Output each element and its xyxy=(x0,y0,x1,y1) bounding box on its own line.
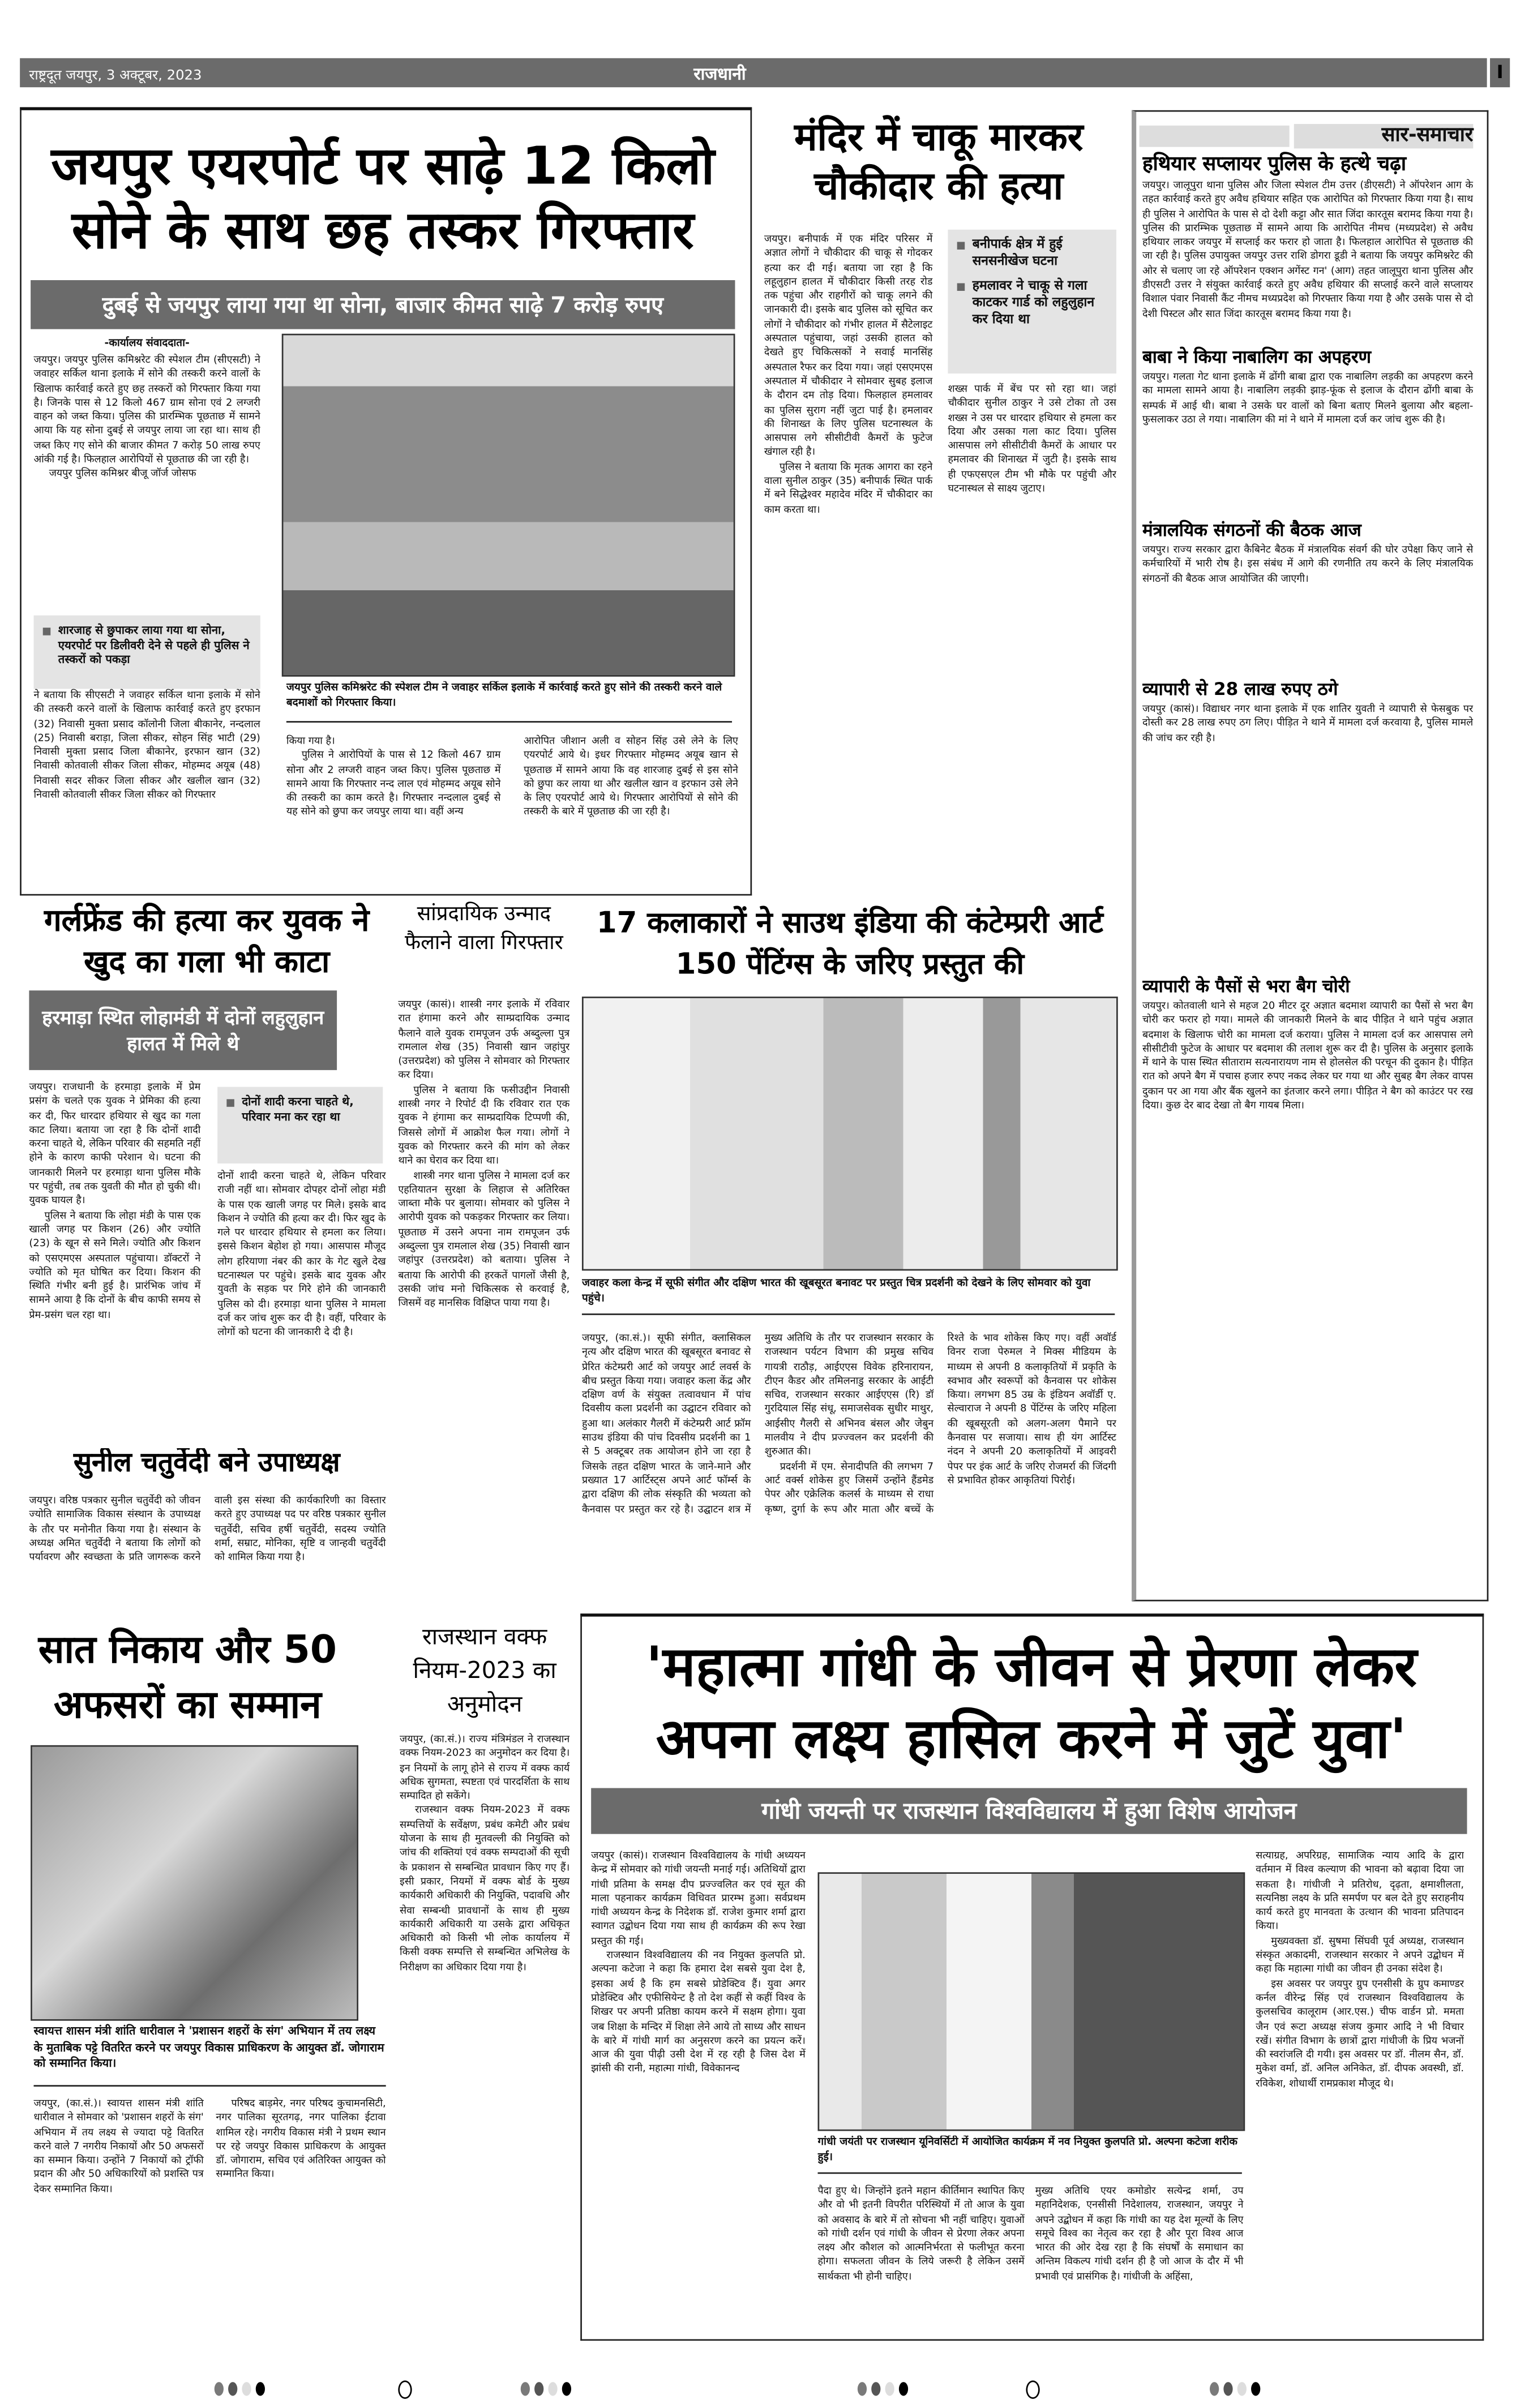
article-body: जयपुर। वरिष्ठ पत्रकार सुनील चतुर्वेदी को जीवन ज्योति सामाजिक विकास संस्थान के उपाध्यक्ष के तौर पर मनोनीत किया गया है। संस्थान के अध्यक्ष अमित चतुर्वेदी ने बताया कि लोगों को पर्यावरण और स्वच्छता के प्रति जागरूक करने वाली इस संस्था की कार्यकारिणी का विस्तार करते हुए उपाध्यक्ष पद पर वरिष्ठ पत्रकार सुनील चतुर्वेदी, सचिव हर्षी चतुर्वेदी, सदस्य ज्योति शर्मा, सम्राट, मोनिका, सृष्टि व जान्हवी चतुर्वेदी को शामिल किया गया है। xyxy=(29,1494,386,1564)
brief-headline: व्यापारी के पैसों से भरा बैग चोरी xyxy=(1142,975,1350,997)
article-body: जयपुर (कासं)। शास्त्री नगर इलाके में रविवार रात हंगामा करने और साम्प्रदायिक उन्माद फैलाने वाले युवक रामपूजन उर्फ अब्दुल्ला पुत्र रामलाल शेख (35) निवासी खान जहांपुर (उत्तरप्रदेश) को पुलिस ने सोमवार को गिरफ्तार कर दिया। पुलिस ने बताया कि फसीउद्दीन निवासी शास्त्री नगर ने रिपोर्ट दी कि रविवार रात एक युवक ने हंगामा कर साम्प्रदायिक टिप्पणी की, जिससे लोगों में आक्रोश फैल गया। लोगों ने युवक को गिरफ्तार करने की मांग को लेकर थाने का घेराव कर दिया था। शास्त्री नगर थाना पुलिस ने मामला दर्ज कर एहतियातन सुरक्षा के लिहाज से अतिरिक्त जाब्ता मौके पर बुलाया। सोमवार को पुलिस ने आरोपी युवक को पकड़कर गिरफ्तार कर लिया। पूछताछ में उसने अपना नाम रामपूजन उर्फ अब्दुल्ला पुत्र रामलाल शेख (35) निवासी खान जहांपुर (उत्तरप्रदेश) को बताया। पुलिस ने बताया कि आरोपी की हरकतें पागलों जैसी है, उसकी जांच मनो चिकित्सक से करवाई है, जिसमें वह मानसिक विक्षिप्त पाया गया है। xyxy=(398,998,570,1310)
section-band xyxy=(1140,126,1290,147)
brief-body: जयपुर। जालूपुरा थाना पुलिस और जिला स्पेशल टीम उत्तर (डीएसटी) ने ऑपरेशन आग के तहत कार्रवाई करते हुए अवैध हथियार सहित एक आरोपित को गिरफ्तार किया गया है। साथ ही पुलिस ने आरोपित के पास से दो देशी कट्टा और सात जिंदा कारतूस बरामद किया गया है। पुलिस की प्रारम्भिक पूछताछ में सामने आया कि आरोपित नीमच (मध्यप्रदेश) से अवैध हथियार लाकर जयपुर में सप्लाई कर फरार हो जाता है। फिलहाल आरोपित से पूछताछ की जा रही है। पुलिस उपायुक्त जयपुर उत्तर राशि डोगरा डूडी ने बताया कि जयपुर कमिश्नरेट की ओर से चलाए जा रहे ऑपरेशन एक्शन अगेंस्ट गन' (आग) तहत जालूपुरा थाना पुलिस और डीएसटी उत्तर ने संयुक्त कार्रवाई करते हुए अवैध हथियार की सप्लाई करने वाले सप्लायर विशाल पंवार निवासी कैंट नीमच मध्यप्रदेश को गिरफ्तार किया गया है और उसके पास से दो देशी पिस्टल और सात जिंदा कारतूस बरामद किया गया है। xyxy=(1142,179,1474,320)
headline: राजस्थान वक्फ नियम-2023 का अनुमोदन xyxy=(413,1622,556,1718)
subheadline: दुबई से जयपुर लाया गया था सोना, बाजार कीमत साढ़े 7 करोड़ रुपए xyxy=(31,280,735,329)
news-brief-list xyxy=(1142,150,1473,1581)
subheadline: गांधी जयन्ती पर राजस्थान विश्वविद्यालय में हुआ विशेष आयोजन xyxy=(591,1788,1467,1834)
highlight-box: शारजाह से छुपाकर लाया गया था सोना, एयरपोर्ट पर डिलीवरी देने से पहले ही पुलिस ने तस्करों को पकड़ा xyxy=(34,615,260,689)
crosshair-mark-icon xyxy=(398,2380,412,2398)
byline: -कार्यालय संवाददाता- xyxy=(104,337,190,349)
registration-marks-center xyxy=(521,2382,571,2396)
article-body: मुख्य अतिथि एयर कमोडोर सत्येन्द्र शर्मा, उप महानिदेशक, एनसीसी निदेशालय, राजस्थान, जयपुर ने अपने उद्बोधन में कहा कि गांधी का यह देश मूल्यों के लिए समूचे विश्व का नेतृत्व कर रहा है और पूरा विश्व आज भारत की ओर देख रहा है कि संघर्षों के समाधान का अन्तिम विकल्प गांधी दर्शन ही है जो आज के दौर में भी प्रभावी एवं प्रासंगिक है। गांधीजी के अहिंसा, xyxy=(1035,2184,1244,2282)
brief-item xyxy=(1142,346,1473,427)
highlight-box: बनीपार्क क्षेत्र में हुई सनसनीखेज घटना हमलावर ने चाकू से गला काटकर गार्ड को लहुलुहान कर दिया था xyxy=(948,230,1116,374)
header-date: राष्ट्रदूत जयपुर, 3 अक्टूबर, 2023 xyxy=(29,68,202,84)
headline: मंदिर में चाकू मारकर चौकीदार की हत्या xyxy=(794,114,1084,208)
brief-headline: मंत्रालयिक संगठनों की बैठक आज xyxy=(1142,519,1361,541)
article-body: जयपुर, (का.सं.)। सूफी संगीत, क्लासिकल नृत्य और दक्षिण भारत की खूबसूरत बनावट से प्रेरित कंटेम्प्ररी आर्ट को जयपुर आर्ट लवर्स के बीच प्रस्तुत किया गया। जवाहर कला केंद्र और दक्षिण वर्ण के संयुक्त तत्वावधान में पांच दिवसीय कला प्रदर्शनी का उद्घाटन रविवार को हुआ था। अलंकार गैलरी में कंटेम्प्ररी आर्ट फ्रॉम साउथ इंडिया की पांच दिवसीय प्रदर्शनी का 1 से 5 अक्टूबर तक आयोजन होने जा रहा है जिसके तहत दक्षिण भारत के जाने-माने और प्रख्यात 17 आर्टिस्ट्स अपने आर्ट फॉर्म्स के द्वारा दक्षिण की लोक संस्कृति की भव्यता को कैनवास पर प्रस्तुत कर रहे है। उद्घाटन शत्र में मुख्य अतिथि के तौर पर राजस्थान सरकार के राजस्थान पर्यटन विभाग की प्रमुख सचिव गायत्री राठौड़, आईएएस विवेक हरिनारायन, टीएन कैडर और तमिलनाडु सरकार के आईटी सचिव, राजस्थान सरकार आईएएस (रि) डॉ गुरदियाल सिंह संधू, समाजसेवक सुधीर माथुर, आईसीए गैलरी से अभिनव बंसल और जेबुन मालवीय ने दीप प्रज्ज्वलन कर प्रदर्शनी की शुरुआत की। प्रदर्शनी में एम. सेनादीपति की लगभग 7 आर्ट वर्क्स शोकेस हुए जिसमें उन्होंने हैंडमेड पेपर और एक्रेलिक कलर्स के माध्यम से राधा कृष्ण, दुर्गा के रूप और माता और बच्चें के रिश्ते के भाव शोकेस किए गए। वहीं अवॉर्ड विनर राजा पेरुमल ने मिक्स मीडियम के माध्यम से अपनी 8 कलाकृतियों में प्रकृति के स्वभाव और स्वरूपों को कैनवास पर शोकेस किया। लगभग 85 उम्र के इंडियन अवॉर्डी ए. सेल्वाराज ने अपनी 8 पेंटिंग्स के जरिए महिला की खूबसूरती को अलग-अलग पैमाने पर कैनवास पर सजाया। साथ ही यंग आर्टिस्ट नंदन ने अपनी 20 कलाकृतियों में आइवरी पेपर पर इंक आर्ट के जरिए रोजमर्रा की जिंदगी से प्रभावित होकर आकृतियां पिरोई। xyxy=(581,1332,1116,1515)
brief-item xyxy=(1142,154,1473,321)
article-body: पैदा हुए थे। जिन्होंने इतने महान कीर्तिमान स्थापित किए और वो भी इतनी विपरीत परिस्थियों में तो आज के युवा को अवसाद के बारे में तो सोचना भी नहीं चाहिए। युवाओं को गांधी दर्शन एवं गांधी के जीवन से प्रेरणा लेकर अपना लक्ष्य और कौशल को आत्मनिर्भरता से फलीभूत करना होगा। सफलता जीवन के लिये जरूरी है लेकिन उसमें सार्थकता भी होनी चाहिए। xyxy=(817,2184,1025,2282)
headline: 'महात्मा गांधी के जीवन से प्रेरणा लेकर अपना लक्ष्य हासिल करने में जुटें युवा' xyxy=(645,1636,1417,1771)
photo-vice-chancellor-event xyxy=(818,1872,1245,2131)
headline: जयपुर एयरपोर्ट पर साढ़े 12 किलो सोने के साथ छह तस्कर गिरफ्तार xyxy=(51,136,715,262)
bullet-square-icon xyxy=(226,1099,234,1107)
registration-marks-mid xyxy=(858,2382,908,2396)
bullet-square-icon xyxy=(957,242,965,250)
photo-caption: स्वायत्त शासन मंत्री शांति धारीवाल ने 'प्रशासन शहरों के संग' अभियान में तय लक्ष्य के मुताबिक पट्टे वितरित करने पर जयपुर विकास प्राधिकरण के आयुक्त डॉ. जोगाराम को सम्मानित किया। xyxy=(34,2024,386,2087)
headline: सात निकाय और 50 अफसरों का सम्मान xyxy=(38,1627,337,1727)
bullet-square-icon xyxy=(957,283,965,291)
section-label: सार-समाचार xyxy=(1294,124,1473,148)
article-body: शख्स पार्क में बेंच पर सो रहा था। जहां चौकीदार सुनील ठाकुर ने उसे टोका तो उस शख्स ने उस पर धारदार हथियार से हमला कर दिया और उसका गला काट दिया। पुलिस आसपास लगे सीसीटीवी कैमरों के आधार पर हमलावर की शिनाख्त में जुटी है। इसके साथ ही एफएसएल टीम भी मौके पर पहुंची और घटनास्थल से साक्ष्य जुटाए। xyxy=(948,383,1117,495)
bullet-square-icon xyxy=(43,628,51,636)
brief-item xyxy=(1142,678,1473,745)
photo-caption: जवाहर कला केन्द्र में सूफी संगीत और दक्षिण भारत की खूबसूरत बनावट पर प्रस्तुत चित्र प्रदर्शनी को देखने के लिए सोमवार को युवा पहुंचे। xyxy=(582,1277,1115,1315)
brief-body: जयपुर। राज्य सरकार द्वारा कैबिनेट बैठक में मंत्रालयिक संवर्ग की घोर उपेक्षा किए जाने से कर्मचारियों में भारी रोष है। इस संबंध में आगे की रणनीति तय करने के लिए मंत्रालयिक संगठनों की बैठक आज आयोजित की जाएगी। xyxy=(1142,543,1474,585)
header-section: राजधानी xyxy=(693,64,746,84)
article-body: ने बताया कि सीएसटी ने जवाहर सर्किल थाना इलाके में सोने की तस्करी करने वालों के खिलाफ कार्रवाई करते हुए इरफान (32) निवासी मुक्ता प्रसाद कॉलोनी जिला बीकानेर, नन्दलाल (25) निवासी बराड़ा, जिला सीकर, सोहन सिंह भाटी (29) निवासी मुक्ता प्रसाद जिला बीकानेर, इरफान खान (32) निवासी कोतवाली सीकर जिला सीकर, मोहम्मद अयूब (48) निवासी सदर सीकर जिला सीकर और खलील खान (32) निवासी कोतवाली सीकर जिला सीकर को गिरफ्तार xyxy=(33,689,260,801)
article-body: जयपुर। राजधानी के हरमाड़ा इलाके में प्रेम प्रसंग के चलते एक युवक ने प्रेमिका की हत्या कर दी, फिर धारदार हथियार से खुद का गला काट लिया। बताया जा रहा है कि दोनों शादी करना चाहते थे, लेकिन परिवार की सहमति नहीं होने के कारण काफी परेशान थे। घटना की जानकारी मिलने पर हरमाड़ा थाना पुलिस मौके पर पहुंची, तब तक युवती की मौत हो चुकी थी। युवक घायल है। पुलिस ने बताया कि लोहा मंडी के पास एक खाली जगह पर किशन (26) और ज्योति (23) के खून से सने मिले। ज्योति और किशन को एसएमएस अस्पताल पहुंचाया। डॉक्टरों ने ज्योति को मृत घोषित कर दिया। किशन की स्थिति गंभीर बनी हुई है। प्रारंभिक जांच में सामने आया है कि दोनों के बीच काफी समय से प्रेम-प्रसंग चल रहा था। xyxy=(29,1080,201,1321)
page-marker: I xyxy=(1490,58,1510,87)
brief-item xyxy=(1142,975,1473,1113)
crosshair-mark-icon xyxy=(1026,2380,1039,2398)
article-body: जयपुर, (का.सं.)। स्वायत्त शासन मंत्री शांति धारीवाल ने सोमवार को 'प्रशासन शहरों के संग' अभियान में तय लक्ष्य से ज्यादा पट्टे वितरित करने वाले 7 नगरीय निकायों और 50 अफसरों का सम्मान किया। उन्होंने 7 निकायों को ट्रॉफी प्रदान की और 50 अधिकारियों को प्रशस्ति पत्र देकर सम्मानित किया। परिषद बाड़मेर, नगर परिषद कुचामनसिटी, नगर पालिका सूरतगढ़, नगर पालिका ईटावा शामिल रहे। नगरीय विकास मंत्री ने प्रथम स्थान पर रहे जयपुर विकास प्राधिकरण के आयुक्त डॉ. जोगाराम, सचिव एवं अतिरिक्त आयुक्त को सम्मानित किया। xyxy=(33,2097,386,2195)
headline: सांप्रदायिक उन्माद फैलाने वाला गिरफ्तार xyxy=(404,902,563,955)
article-body: दोनों शादी करना चाहते थे, लेकिन परिवार राजी नहीं था। सोमवार दोपहर दोनों लोहा मंडी के पास एक खाली जगह पर मिले। इसके बाद किशन ने ज्योति की हत्या कर दी। फिर खुद के गले पर धारदार हथियार से हमला कर लिया। इससे किशन बेहोश हो गया। आसपास मौजूद लोग हरियाणा नंबर की कार के गेट खुले देख घटनास्थल पर पहुंचे। इसके बाद युवक और युवती के सड़क पर गिरे होने की जानकारी पुलिस को दी। हरमाड़ा थाना पुलिस ने मामला दर्ज कर जांच शुरू कर दी है। वहीं, परिवार के लोगों को घटना की जानकारी दे दी है। xyxy=(217,1169,386,1338)
article-body: सत्याग्रह, अपरिग्रह, सामाजिक न्याय आदि के द्वारा वर्तमान में विश्व कल्याण की भावना को बढ़ावा दिया जा सकता है। गांधीजी ने प्रतिरोध, दृढ़ता, क्षमाशीलता, सत्यनिष्ठा लक्ष्य के प्रति समर्पण पर बल देते हुए सराहनीय कार्य करते हुए मानवता के उत्थान की भावना प्रतिपादन किया। मुख्यवक्ता डॉ. सुषमा सिंघवी पूर्व अध्यक्ष, राजस्थान संस्कृत अकादमी, राजस्थान सरकार ने अपने उद्बोधन में कहा कि महात्मा गांधी का जीवन ही उनका संदेश है। इस अवसर पर जयपुर ग्रुप एनसीसी के ग्रुप कमाण्डर कर्नल वीरेन्द्र सिंह एवं राजस्थान विश्वविद्यालय के कुलसचिव कालूराम (आर.एस.) चीफ वार्डन प्रो. ममता जैन एवं रूटा अध्यक्ष संजय कुमार आदि ने भी विचार रखें। संगीत विभाग के छात्रों द्वारा गांधीजी के प्रिय भजनों की स्वरांजलि दी गयी। इस अवसर पर डॉ. नीलम सैन, डॉ. मुकेश वर्मा, डॉ. अनिल अनिकेत, डॉ. दीपक अवस्थी, डॉ. रविकेश, शोधार्थी रामप्रकाश मौजूद थे। xyxy=(1256,1849,1464,2089)
registration-marks-left xyxy=(215,2382,265,2396)
article-body: जयपुर, (का.सं.)। राज्य मंत्रिमंडल ने राजस्थान वक्फ नियम-2023 का अनुमोदन कर दिया है। इन नियमों के लागू होने से राज्य में वक्फ कार्य अधिक सुगमता, स्पष्टता एवं पारदर्शिता के साथ सम्पादित हो सकेंगे। राजस्थान वक्फ नियम-2023 में वक्फ सम्पत्तियों के सर्वेक्षण, प्रबंध कमेटी और प्रबंध योजना के साथ ही मुतवल्ली की नियुक्ति को जांच की शक्तियां एवं वक्फ सम्पदाओं की सूची के प्रकाशन से सम्बन्धित प्रावधान किए गए हैं। इसी प्रकार, नियमों में वक्फ बोर्ड के मुख्य कार्यकारी अधिकारी की नियुक्ति, पदावधि और सेवा सम्बन्धी प्रावधानों के साथ ही मुख्य कार्यकारी अधिकारी या उसके द्वारा अधिकृत अधिकारी को किसी भी लोक कार्यालय में किसी वक्फ सम्पत्ति से सम्बन्धित अभिलेख के निरीक्षण का अधिकार दिया गया है। xyxy=(400,1733,570,1973)
headline: 17 कलाकारों ने साउथ इंडिया की कंटेम्प्ररी आर्ट 150 पेंटिंग्स के जरिए प्रस्तुत की xyxy=(596,906,1103,981)
highlight-box: दोनों शादी करना चाहते थे, परिवार मना कर रहा था xyxy=(217,1087,383,1164)
brief-item xyxy=(1142,519,1473,586)
page-header-bar xyxy=(20,58,1487,87)
registration-marks-right xyxy=(1210,2382,1260,2396)
photo-award-ceremony xyxy=(31,1745,358,2021)
article-body: किया गया है। पुलिस ने आरोपियों के पास से 12 किलो 467 ग्राम सोना और 2 लग्जरी वाहन जब्त किए। पुलिस पूछताछ में सामने आया कि गिरफ्तार नन्द लाल एवं मोहम्मद अयूब सोने की तस्करी का काम करते है। गिरफ्तार नन्दलाल दुबई से यह सोने को छुपा कर जयपुर लाया था। वहीं अन्य xyxy=(286,735,501,818)
subheadline: हरमाड़ा स्थित लोहामंडी में दोनों लहुलुहान हालत में मिले थे xyxy=(29,990,337,1070)
brief-headline: बाबा ने किया नाबालिग का अपहरण xyxy=(1142,346,1372,368)
photo-arrested-smugglers xyxy=(282,334,735,677)
brief-headline: हथियार सप्लायर पुलिस के हत्थे चढ़ा xyxy=(1142,153,1407,177)
article-body: आरोपित जीशान अली व सोहन सिंह उसे लेने के लिए एयरपोर्ट आये थे। इधर गिरफ्तार मोहम्मद अयूब खान से पूछताछ में सामने आया कि वह शारजाह दुबई से इस सोने को छुपा कर लाया था और खलील खान व इरफान उसे लेने के लिए एयरपोर्ट आये थे। गिरफ्तार आरोपियों से सोने की तस्करी के बारे में पूछताछ की जा रही है। xyxy=(524,735,738,818)
photo-caption: जयपुर पुलिस कमिश्नरेट की स्पेशल टीम ने जवाहर सर्किल इलाके में कार्रवाई करते हुए सोने की तस्करी करने वाले बदमाशों को गिरफ्तार किया। xyxy=(286,681,732,723)
photo-art-exhibition xyxy=(582,997,1118,1270)
article-body: जयपुर (कासं)। राजस्थान विश्वविद्यालय के गांधी अध्ययन केन्द्र में सोमवार को गांधी जयन्ती मनाई गई। अतिथियों द्वारा गांधी प्रतिमा के समक्ष दीप प्रज्ज्वलित कर एवं सूत की माला पहनाकर कार्यक्रम विधिवत प्रारम्भ हुआ। सर्वप्रथम गांधी अध्ययन केन्द्र के निदेशक डॉ. राजेश कुमार शर्मा द्वारा स्वागत उद्बोधन दिया गया साथ ही कार्यक्रम की रूप रेखा प्रस्तुत की गई। राजस्थान विश्वविद्यालय की नव नियुक्त कुलपति प्रो. अल्पना कटेजा ने कहा कि हमारा देश सबसे युवा देश है, इसका अर्थ है कि हम सबसे प्रोडेक्टिव हैं। युवा अगर प्रोडेक्टिव और एफीसियेन्ट है तो देश कहीं से कहीं विश्व के शिखर पर अपनी प्रतिष्ठा कायम करने में सक्षम होगा। युवा जब शिक्षा के मन्दिर में शिक्षा लेने आये तो साध्य और साधन के बारे में गांधी मार्ग का अनुसरण करने का प्रयत्न करें। आज की युवा पीढ़ी उसी देश में रह रही है जिस देश में झांसी की रानी, महात्मा गांधी, विवेकानन्द xyxy=(591,1849,806,2075)
headline: गर्लफ्रेंड की हत्या कर युवक ने खुद का गला भी काटा xyxy=(44,902,370,980)
headline: सुनील चतुर्वेदी बने उपाध्यक्ष xyxy=(73,1448,340,1479)
brief-body: जयपुर। गलता गेट थाना इलाके में ढोंगी बाबा द्वारा एक नाबालिग लड़की का अपहरण करने का मामला सामने आया है। नाबालिग लड़की झाड़-फूंक से इलाज के दौरान ढोंगी बाबा के सम्पर्क में आई थी। बाबा ने उसके घर वालों को बिना बताए मिलने बुलाया और बहला-फुसलाकर उठा ले गया। नाबालिग की मां ने थाने में मामला दर्ज कर जांच शुरू की है। xyxy=(1142,370,1474,426)
brief-headline: व्यापारी से 28 लाख रुपए ठगे xyxy=(1142,678,1338,700)
brief-body: जयपुर। कोतवाली थाने से महज 20 मीटर दूर अज्ञात बदमाश व्यापारी का पैसों से भरा बैग चोरी कर फरार हो गया। मामले की जानकारी मिलने के बाद पीड़ित ने थाने पहुंच अज्ञात बदमाश के खिलाफ चोरी का मामला दर्ज कराया। पुलिस ने मामला दर्ज कर आसपास लगे सीसीटीवी फुटेज के आधार पर बदमाश की तलाश शुरू कर दी है। पुलिस के अनुसार इलाके में थाने के पास स्थित सीताराम सत्यनारायण नाम से होलसेल की परचून की दुकान है। पीड़ित रात को अपने बैग में पचास हजार रुपए नकद लेकर घर गया था और सुबह बैग लेकर वापस दुकान पर आ गया और बैंक खुलने का इंतजार करने लगा। पीड़ित ने बैग को काउंटर पर रख दिया। कुछ देर बाद देखा तो बैग गायब मिला। xyxy=(1142,999,1474,1111)
article-body: जयपुर। बनीपार्क में एक मंदिर परिसर में अज्ञात लोगों ने चौकीदार की चाकू से गोदकर हत्या कर दी गई। बताया जा रहा है कि लहूलुहान हालत में चौकीदार किसी तरह रोड तक पहुंचा और राहगीरों को चाकू लगने की जानकारी दी। इसके बाद पुलिस को सूचित कर लोगों ने चौकीदार को गंभीर हालत में सैटेलाइट अस्पताल पहुंचाया, जहां उसकी हालत को देखते हुए चिकित्सकों ने सवाई मानसिंह अस्पताल रैफर कर दिया गया। जहां एसएमएस अस्पताल में चौकीदार ने सोमवार सुबह इलाज के दौरान दम तोड़ दिया। फिलहाल हमलावर का पुलिस सुराग नहीं जुटा पाई है। हमलावर की शिनाख्त के लिए पुलिस घटनास्थल के आसपास लगे सीसीटीवी कैमरों के फुटेज खंगाल रही है। पुलिस ने बताया कि मृतक आगरा का रहने वाला सुनील ठाकुर (35) बनीपार्क स्थित पार्क में बने सिद्धेश्वर महादेव मंदिर में चौकीदार का काम करता था। xyxy=(764,233,933,516)
brief-body: जयपुर (कासं)। विद्याधर नगर थाना इलाके में एक शातिर युवती ने व्यापारी से फेसबुक पर दोस्ती कर 28 लाख रुपए ठग लिए। पीड़ित ने थाने में मामला दर्ज करवाया है, पुलिस मामले की जांच कर रही है। xyxy=(1142,702,1474,744)
article-body: जयपुर। जयपुर पुलिस कमिश्नरेट की स्पेशल टीम (सीएसटी) ने जवाहर सर्किल थाना इलाके में सोने की तस्करी करने वालों के खिलाफ कार्रवाई करते हुए छह तस्करों को गिरफ्तार किया गया है। जिनके पास से 12 किलो 467 ग्राम सोना एवं 2 लग्जरी वाहन को जब्त किया। पुलिस की प्रारम्भिक पूछताछ में सामने आया कि यह सोना दुबई से जयपुर लाया जा रहा था। साथ ही जब्त किए गए सोने की बाजार कीमत 7 करोड़ 50 लाख रुपए आंकी गई है। फिलहाल आरोपियों से पूछताछ की जा रही है। जयपुर पुलिस कमिश्नर बीजू जॉर्ज जोसफ xyxy=(33,353,260,480)
photo-caption: गांधी जयंती पर राजस्थान यूनिवर्सिटी में आयोजित कार्यक्रम में नव नियुक्त कुलपति प्रो. अल्पना कटेजा शरीक हुई। xyxy=(818,2136,1242,2174)
